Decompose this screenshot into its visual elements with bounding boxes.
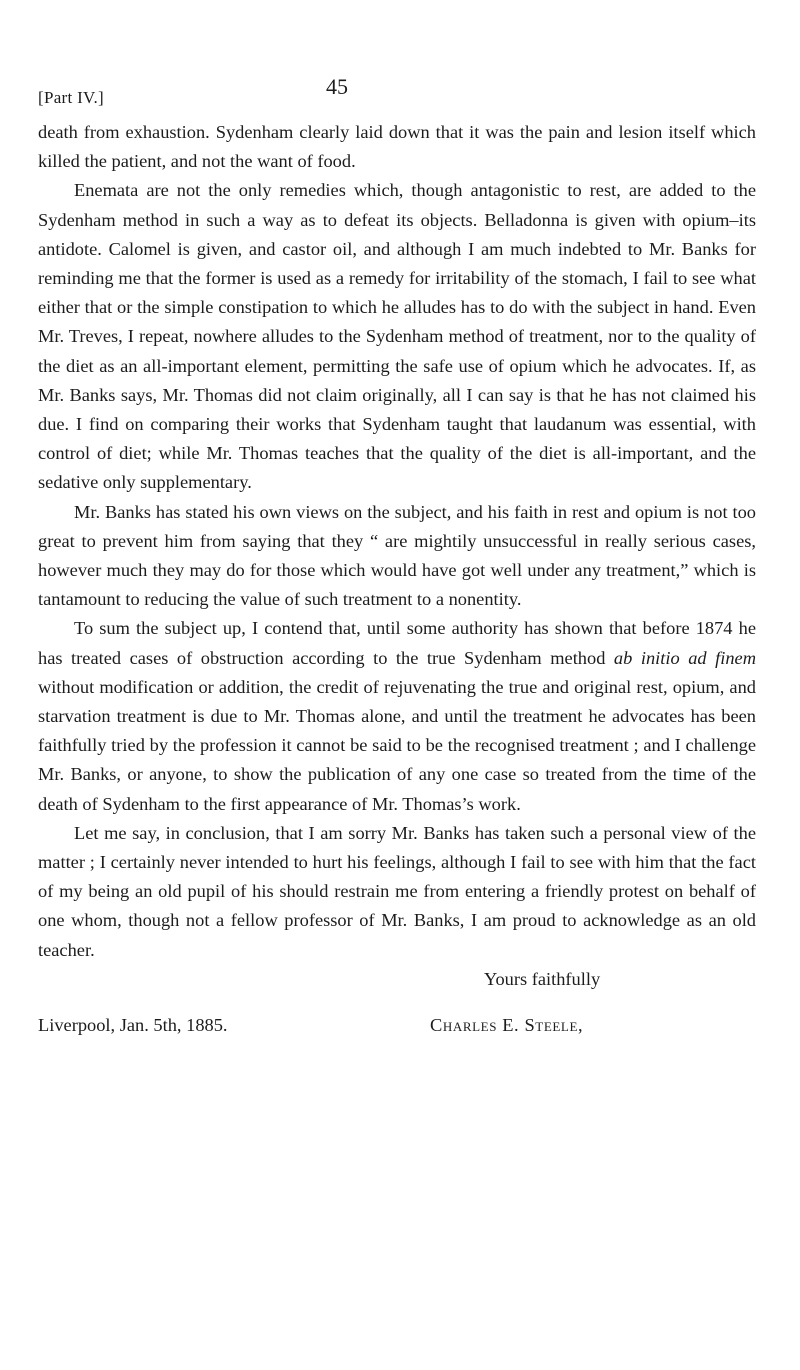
paragraph-conclusion: Let me say, in conclusion, that I am sorry Mr. Banks has taken such a personal view of the matter ; I certainly never intended to hurt his feelings, although I fail to see with him that the fact of my being an old pupil of his should restrain me from entering a friendly protest on behalf of one whom, though not a fellow professor of Mr. Banks, I am proud to acknowledge as an old teacher. bbox=[38, 822, 756, 960]
summary-text-start: To sum the subject up, I contend that, until some authority has shown that before 1874 he has treated cases of obstruction according to the true Sydenham method bbox=[38, 618, 756, 668]
valediction: Yours faithfully bbox=[484, 968, 601, 989]
paragraph-banks-views: Mr. Banks has stated his own views on the subject, and his faith in rest and opium is not too great to prevent him from saying that they “ are mightily unsuccessful in really serious cases, however much they may do for those which would have got well under any treatment,” which is tantamount to reducing the value of such treatment to a nonentity. bbox=[38, 501, 756, 610]
page-number: 45 bbox=[326, 74, 348, 99]
running-head bbox=[38, 70, 756, 110]
page-content bbox=[38, 70, 756, 1065]
part-label: [Part IV.] bbox=[38, 88, 104, 107]
paragraph-enemata: Enemata are not the only remedies which, though antagonistic to rest, are added to the Sydenham method in such a way as to defeat its objects. Belladonna is given with opium–its antidote. Calomel is given, and castor oil, and although I am much indebted to Mr. Banks for reminding me that the former is used as a remedy for irritability of the stomach, I fail to see what either that or the simple constipation to which he alludes has to do with the subject in hand. Even Mr. Treves, I repeat, nowhere alludes to the Sydenham method of treatment, nor to the quality of the diet as an all-important element, permitting the safe use of opium which he advocates. If, as Mr. Banks says, Mr. Thomas did not claim originally, all I can say is that he has not claimed his due. I find on comparing their works that Sydenham taught that laudanum was essential, with control of diet; while Mr. Thomas teaches that the quality of the diet is all-important, and the sedative only supplementary. bbox=[38, 180, 756, 493]
paragraph-summary bbox=[38, 614, 756, 818]
place-date: Liverpool, Jan. 5th, 1885. bbox=[38, 1014, 228, 1035]
body-text bbox=[38, 118, 756, 965]
latin-phrase: ab initio ad finem bbox=[613, 647, 756, 668]
letter-closing bbox=[38, 965, 756, 1065]
summary-text-end: without modification or addition, the credit of rejuvenating the true and original rest, opium, and starvation treatment is due to Mr. Thomas alone, and until the treatment he advocates has been faithfully tried by the profession it cannot be said to be the recognised treatment ; and I challenge Mr. Banks, or anyone, to show the publication of any one case so treated from the time of the death of Sydenham to the first appearance of Mr. Thomas’s work. bbox=[38, 676, 756, 814]
paragraph-continuation: death from exhaustion. Sydenham clearly laid down that it was the pain and lesion itself which killed the patient, and not the want of food. bbox=[38, 122, 756, 172]
signature: Charles E. Steele, bbox=[430, 1014, 584, 1035]
